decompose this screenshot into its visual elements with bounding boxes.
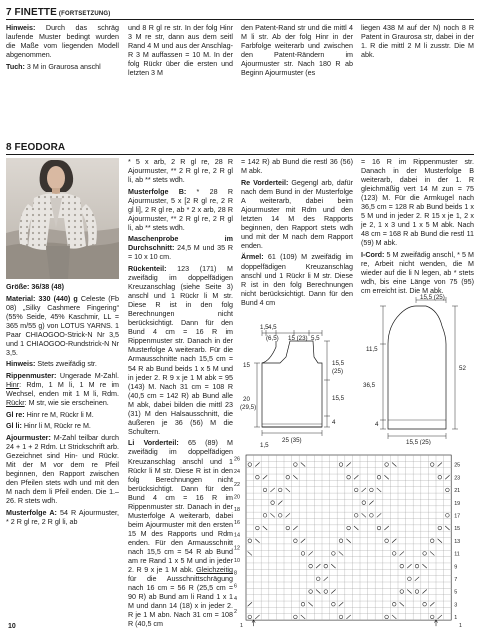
musterfolge-b-label: Musterfolge B:: [128, 187, 187, 196]
rueckenteil-text: 123 (171) M zweifädig im doppelfädigen Kreuzanschlag (siehe Seite 3) anschl und 1 Rückr li M str. Diese R ist in den folg Berechnungen nicht berücksichtigt. Dann für den Bund 4 cm = 16 R im Rippenmuster str. Danach in der Musterfolge A weiterarb. Für die Armausschnitte nach 15,5 cm = 54 R ab Bund beids 1 x 5 M und in jeder 2. R 9 x je 1 M abk = 95 (143) M. Nach 31 cm = 108 R (40,5 cm = 142 R) ab Bund alle M abk, dabei bilden die mittl 23 (31) M den Halsausschnitt, die äußeren je 36 (56) M die Schultern.: [128, 265, 233, 436]
section-7-title: 7 FINETTE: [6, 7, 57, 18]
body-dim-right-155-b: 15,5: [332, 395, 345, 402]
maschenprobe-text: 24,5 M und 35 R = 10 x 10 cm.: [128, 244, 233, 262]
stitch-chart: [232, 451, 472, 631]
material-label: Material: 330 (440) g: [6, 294, 78, 303]
hinweis-label: Hinweis:: [6, 24, 36, 32]
row-label-right: 15: [454, 526, 461, 533]
row-label-left: 18: [234, 507, 240, 514]
gl-li-text: Hinr li M, Rückr re M.: [21, 422, 91, 431]
aermel-text: 61 (109) M zweifädig im doppelfädigen Kreuzanschlag anschl und 1 Rückr li M str. Diese R ist in den folg Berechnungen nicht berücksichtigt. Dann für den Bund 4 cm: [241, 253, 353, 307]
row-label-right: 13: [454, 538, 461, 545]
material-text: Celeste (Fb 08) „Silky Cashmere Fingering“ (55% Seide, 45% Kaschmir, LL = 365 m/55 g) von LOTUS YARNS. 1 Paar CHIAOGOO-Strick-N Nr 3,5 und 1 CHIAOGOO-Rundstrick-N Nr 3,5.: [6, 294, 120, 357]
section-7-col-3-text: den Patent-Rand str und die mittl 4 M li str. Ab der folg Hinr in der Farbfolge weiterarb und zwischen den Patent-Rändern im Ajourmuster str. Nach 180 R ab Beginn Ajourmuster (es: [241, 24, 353, 78]
section-7-col-4-text: liegen 438 M auf der N) noch 8 R Patent in Graurosa str, dabei in der 1. R die mittl 2 M li zusstr. Die M abk.: [361, 24, 474, 60]
body-dim-left-20-alt: (29,5): [240, 404, 257, 411]
section-8-col-4: [361, 158, 474, 299]
body-dim-neck: 15 (23): [288, 335, 308, 342]
row-label-right: 5: [454, 589, 458, 596]
body-dim-top-a: 1,5: [260, 324, 269, 331]
body-dim-top-c: (6,5): [266, 335, 279, 342]
body-dim-right-4: 4: [332, 419, 336, 426]
body-dim-left-15: 15: [243, 362, 250, 369]
stitch-chart-bottom-right: 1: [459, 623, 462, 629]
row-label-left: 22: [234, 481, 240, 488]
body-dim-left-20: 20: [243, 396, 250, 403]
row-label-right: 9: [454, 564, 458, 571]
row-label-right: 23: [454, 475, 461, 482]
page-number: 10: [8, 623, 16, 630]
section-7-subtitle: (FORTSETZUNG): [58, 11, 111, 17]
rippen-text-2: : Rdm, 1 M li, 1 M re im Wechsel, enden mit 1 M li, Rdm.: [6, 380, 119, 399]
body-dim-top-b: 4,5: [268, 324, 277, 331]
musterfolge-a-text: 54 R Ajourmuster, * 2 R gl re, 2 R gl li, ab: [6, 508, 119, 526]
row-label-left: 16: [234, 519, 240, 526]
row-label-right: 1: [454, 615, 458, 622]
row-label-right: 17: [454, 513, 461, 520]
li-vorderteil-cont: = 142 R) ab Bund die restl 36 (56) M abk.: [241, 158, 353, 176]
section-8-title: 8 FEODORA: [6, 142, 66, 153]
row-label-left: 10: [234, 557, 240, 564]
hinweis-8-text: Stets zweifädig str.: [35, 360, 97, 369]
section-7-col-1: [6, 24, 119, 74]
rippen-text-3: : M str, wie sie erscheinen.: [24, 399, 109, 408]
section-7-header: [6, 6, 474, 20]
icord-label: I-Cord:: [361, 250, 385, 259]
row-label-left: 26: [234, 456, 240, 463]
row-label-left: 24: [234, 469, 240, 476]
gl-li-label: Gl li:: [6, 422, 22, 431]
row-label-left: 14: [234, 532, 240, 539]
musterfolge-a-cont: * 5 x arb, 2 R gl re, 28 R Ajourmuster, ** 2 R gl re, 2 R gl li, ab ** stets wdh.: [128, 158, 233, 185]
ajour-text: M-Zahl teilbar durch 24 + 1 + 2 Rdm. Lt Strickschrift arb. Gezeichnet sind Hin- und Rückr. Mit der M vor dem re Pfeil beginnen, den Rapport zwischen den Pfeilen stets wdh und mit den M nach dem li Pfeil enden. Die 1.–26. R stets wdh.: [6, 433, 119, 506]
re-vorderteil-text: Gegengl arb, dafür nach dem Bund in der Musterfolge A weiterarb, dabei beim Ajourmuster mit Rdm und den letzten 14 M des Rapports beginnen, den Rapport stets wdh und mit der M nach dem Rapport enden.: [241, 178, 354, 250]
body-schematic: [240, 323, 360, 448]
li-vorderteil-gleichzeitig: Gleichzeitig: [196, 566, 233, 575]
body-dim-bottom-25: 25 (35): [282, 437, 302, 444]
body-dim-top-d: 5,5: [311, 335, 320, 342]
stitch-chart-bottom-left: 1: [240, 623, 243, 629]
sleeve-dim-right-52: 52: [459, 365, 466, 372]
body-dim-right-155-a-alt: (25): [332, 368, 344, 375]
section-8-col-2: [128, 158, 233, 632]
rippen-label: Rippenmuster:: [6, 371, 57, 380]
row-label-left: 12: [234, 545, 240, 552]
row-label-left: 8: [234, 570, 237, 577]
rueckenteil-label: Rückenteil:: [128, 265, 167, 274]
rippen-rueckr: Rückr: [6, 399, 25, 408]
sleeve-schematic: [360, 292, 474, 445]
rippen-text-1: Ungerade M-Zahl.: [56, 371, 119, 380]
row-label-right: 21: [454, 488, 461, 495]
re-vorderteil-label: Re Vorderteil:: [241, 178, 289, 187]
rippen-hinr: Hinr: [6, 380, 20, 389]
musterfolge-a-label: Musterfolge A:: [6, 508, 57, 517]
stitch-chart-repeat-arrows: [252, 620, 438, 626]
tuch-label: Tuch:: [6, 62, 25, 71]
row-label-left: 4: [234, 596, 237, 603]
section-7-col-3: [241, 24, 353, 81]
section-8-col-1: [6, 283, 119, 529]
hinweis-8-label: Hinweis:: [6, 360, 36, 369]
hinweis-text: Durch das schräg laufende Muster bedingt wurden die Maße vom liegenden Modell abgenommen.: [6, 24, 119, 60]
tuch-text: 3 M in Graurosa anschl: [24, 62, 101, 71]
aermel-cont: = 16 R im Rippenmuster str. Danach in der Musterfolge B weiterarb, dabei in der 1. R gleichmäßig vert 14 M zun = 75 (123) M. Für die Armkugel nach 36,5 cm = 128 R ab Bund beids 1 x 5 M und in jeder 2. R 15 x je 1, 2 x je 2, 1 x 3 und 1 x 5 M abk. Nach 48 cm = 168 R ab Bund die restl 11 (59) M abk.: [361, 158, 474, 248]
sleeve-dim-left-365: 36,5: [363, 382, 376, 389]
li-vorderteil-text-1: 65 (89) M zweifädig im doppelfädigen Kreuzanschlag anschl und 1 Rückr li M str. Diese R ist in den folg Berechnungen nicht berücksichtigt. Dann für den Bund 4 cm = 16 R im Rippenmuster str. Danach in der Musterfolge A weiterarb, dabei beim Ajourmuster mit den ersten 15 M des Rapports und Rdm enden. Für den Armausschnitt nach 15,5 cm = 54 R ab Bund am re Rand 1 x 5 M und in jeder 2. R 9 x je 1 M abk.: [128, 439, 233, 575]
stitch-chart-grid: [246, 455, 451, 620]
row-label-right: 25: [454, 462, 461, 469]
body-outline: [262, 341, 322, 427]
sleeve-outline: [388, 306, 446, 429]
body-dim-bottom-15: 1,5: [260, 442, 269, 448]
section-7-col-4: [361, 24, 474, 63]
row-label-left: 6: [234, 583, 237, 590]
sleeve-dim-top: 15,5 (25): [420, 294, 445, 301]
row-label-right: 3: [454, 602, 458, 609]
section-8-header: [6, 141, 474, 155]
sleeve-dim-left-115: 11,5: [366, 346, 378, 353]
row-label-left: 2: [234, 608, 237, 615]
size-line: Größe: 36/38 (48): [6, 283, 64, 291]
li-vorderteil-text-2: für die Ausschnittschrägung nach 16 cm = 56 R (25,5 cm = 90 R) ab Bund am li Rand 1 x 1 M und dann 14 (18) x in jeder 2. R je 1 M abn. Nach 31 cm = 108 R (40,5 cm: [128, 575, 233, 629]
stitch-chart-row-labels-left: [234, 456, 240, 614]
section-7-col-2-text: und 8 R gl re str. In der folg Hinr 3 M re str, dann aus dem seitl Rand 4 M und aus der Anschlag-R 3 M auffassen = 10 M. In der folg Rückr über die ersten und letzten 3 M: [128, 24, 233, 78]
row-label-right: 11: [454, 551, 460, 558]
stitch-chart-row-labels-right: [454, 463, 460, 621]
body-dim-right-155-a: 15,5: [332, 360, 345, 367]
gl-re-label: Gl re:: [6, 410, 25, 419]
model-photo: [6, 158, 119, 279]
front-curve: [262, 341, 276, 363]
ajour-label: Ajourmuster:: [6, 433, 51, 442]
icord-text: 5 M zweifädig anschl, * 5 M re, Arbeit nicht wenden, die M wieder auf die li N legen, ab * stets wdh, bis eine Länge von 75 (95) cm erreicht ist. Die M abk.: [361, 250, 474, 296]
row-label-left: 20: [234, 494, 240, 501]
section-7-col-2: [128, 24, 233, 81]
maschenprobe-label: Maschenprobe im Durchschnitt:: [128, 235, 233, 253]
musterfolge-b-text: * 28 R Ajourmuster, 5 x [2 R gl re, 2 R gl li], 2 R gl re, ab * 2 x arb, 28 R Ajourmuster, ** 2 R gl re, 2 R gl li, ab ** stets wdh.: [128, 187, 233, 232]
aermel-label: Ärmel:: [241, 253, 264, 262]
row-label-right: 19: [454, 500, 461, 507]
sleeve-dim-left-4: 4: [375, 421, 379, 428]
section-8-col-3: [241, 158, 353, 310]
li-vorderteil-label: Li Vorderteil:: [128, 439, 179, 448]
row-label-right: 7: [454, 577, 458, 583]
gl-re-text: Hinr re M, Rückr li M.: [24, 410, 94, 419]
sleeve-dim-bottom: 15,5 (25): [406, 439, 431, 445]
